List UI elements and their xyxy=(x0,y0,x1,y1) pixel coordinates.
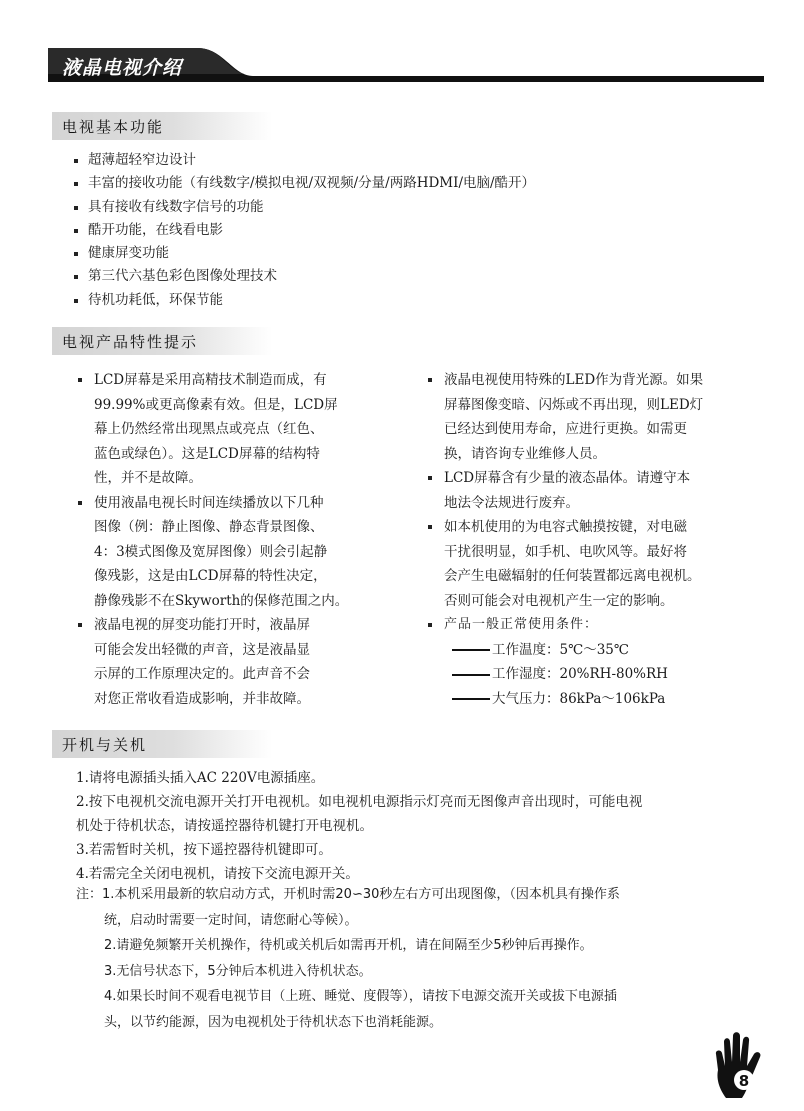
list-item: 健康屏变功能 xyxy=(74,242,535,265)
text-line: 会产生电磁辐射的任何装置都远离电视机。 xyxy=(444,568,701,584)
page-number-hand-icon xyxy=(712,1030,772,1104)
text-line: 示屏的工作原理决定的。此声音不会 xyxy=(94,666,310,682)
note-line: 头，以节约能源，因为电视机处于待机状态下也消耗能源。 xyxy=(104,1014,443,1030)
text-line: LCD屏幕是采用高精技术制造而成，有 xyxy=(94,372,327,388)
text-line: 如本机使用的为电容式触摸按键，对电磁 xyxy=(444,519,687,535)
note-line: 4.如果长时间不观看电视节目（上班、睡觉、度假等），请按下电源交流开关或拔下电源插 xyxy=(104,989,617,1004)
note-line: 注：1.本机采用最新的软启动方式，开机时需20∽30秒左右方可出现图像，（因本机具有操作系 xyxy=(76,887,620,902)
text-line: 性，并不是故障。 xyxy=(94,470,202,486)
features-left-column xyxy=(78,368,418,711)
usage-conditions-heading: 产品一般正常使用条件： xyxy=(444,617,599,632)
list-item xyxy=(428,515,773,613)
dash-mark xyxy=(452,698,490,700)
features-right-column xyxy=(428,368,773,711)
text-line: 使用液晶电视长时间连续播放以下几种 xyxy=(94,494,324,511)
dash-mark xyxy=(452,649,490,651)
text-line: 图像（例：静止图像、静态背景图像、 xyxy=(94,519,324,535)
list-item: 丰富的接收功能（有线数字/模拟电视/双视频/分量/两路HDMI/电脑/酷开） xyxy=(74,172,535,195)
list-item: 超薄超轻窄边设计 xyxy=(74,149,535,172)
list-item: 酷开功能，在线看电影 xyxy=(74,219,535,242)
text-line: 像残影，这是由LCD屏幕的特性决定， xyxy=(94,568,327,584)
text-line: 静像残影不在Skyworth的保修范围之内。 xyxy=(94,592,349,609)
condition-text: 大气压力：86kPa～106kPa xyxy=(492,690,666,707)
list-item xyxy=(428,466,773,515)
page-number: 8 xyxy=(738,1072,750,1090)
condition-temperature xyxy=(444,638,773,663)
usage-conditions xyxy=(428,613,773,711)
note-line: 3.无信号状态下，5分钟后本机进入待机状态。 xyxy=(104,963,372,979)
section-header-basic xyxy=(52,112,272,140)
section-title-features: 电视产品特性提示 xyxy=(62,333,199,351)
page-title: 液晶电视介绍 xyxy=(62,57,183,79)
text-line: 已经达到使用寿命，应进行更换。如需更 xyxy=(444,421,687,437)
power-step: 4.若需完全关闭电视机，请按下交流电源开关。 xyxy=(76,866,359,882)
list-item: 待机功耗低，环保节能 xyxy=(74,289,535,312)
power-step: 1.请将电源插头插入AC 220V电源插座。 xyxy=(76,770,325,786)
list-item xyxy=(78,613,418,711)
text-line: 屏幕图像变暗、闪烁或不再出现，则LED灯 xyxy=(444,396,704,413)
list-item xyxy=(78,491,418,614)
text-line: 干扰很明显，如手机、电吹风等。最好将 xyxy=(444,543,687,560)
section-title-power: 开机与关机 xyxy=(62,736,148,754)
text-line: 蓝色或绿色）。这是LCD屏幕的结构特 xyxy=(94,445,320,462)
condition-pressure xyxy=(444,687,773,712)
power-notes xyxy=(76,882,620,1035)
text-line: 可能会发出轻微的声音，这是液晶显 xyxy=(94,641,310,658)
text-line: 换，请咨询专业维修人员。 xyxy=(444,445,606,462)
note-line: 统，启动时需要一定时间，请您耐心等候）。 xyxy=(104,912,358,928)
condition-text: 工作湿度：20%RH-80%RH xyxy=(492,666,668,682)
basic-features-list xyxy=(74,149,535,312)
text-line: 对您正常收看造成影响，并非故障。 xyxy=(94,690,310,707)
text-line: 液晶电视使用特殊的LED作为背光源。如果 xyxy=(444,372,704,388)
section-title-basic: 电视基本功能 xyxy=(62,118,165,136)
condition-humidity xyxy=(444,662,773,687)
text-line: 99.99%或更高像素有效。但是，LCD屏 xyxy=(94,396,338,413)
condition-text: 工作温度：5℃～35℃ xyxy=(492,641,629,658)
power-step: 3.若需暂时关机，按下遥控器待机键即可。 xyxy=(76,842,332,858)
section-header-features xyxy=(52,327,272,355)
dash-mark xyxy=(452,674,490,676)
text-line: 幕上仍然经常出现黑点或亮点（红色、 xyxy=(94,421,324,437)
list-item xyxy=(428,368,773,466)
section-header-power xyxy=(52,730,272,758)
page-header xyxy=(48,44,764,86)
text-line: 液晶电视的屏变功能打开时，液晶屏 xyxy=(94,617,310,633)
text-line: 地法令法规进行废弃。 xyxy=(444,494,579,511)
note-line: 2.请避免频繁开关机操作，待机或关机后如需再开机，请在间隔至少5秒钟后再操作。 xyxy=(104,938,593,953)
power-step: 机处于待机状态，请按遥控器待机键打开电视机。 xyxy=(76,818,373,834)
text-line: 否则可能会对电视机产生一定的影响。 xyxy=(444,592,674,609)
text-line: LCD屏幕含有少量的液态晶体。请遵守本 xyxy=(444,470,691,486)
list-item: 第三代六基色彩色图像处理技术 xyxy=(74,265,535,288)
power-step: 2.按下电视机交流电源开关打开电视机。如电视机电源指示灯亮而无图像声音出现时，可能电视 xyxy=(76,794,643,810)
list-item xyxy=(78,368,418,491)
text-line: 4：3模式图像及宽屏图像）则会引起静 xyxy=(94,543,328,560)
list-item: 具有接收有线数字信号的功能 xyxy=(74,196,535,219)
